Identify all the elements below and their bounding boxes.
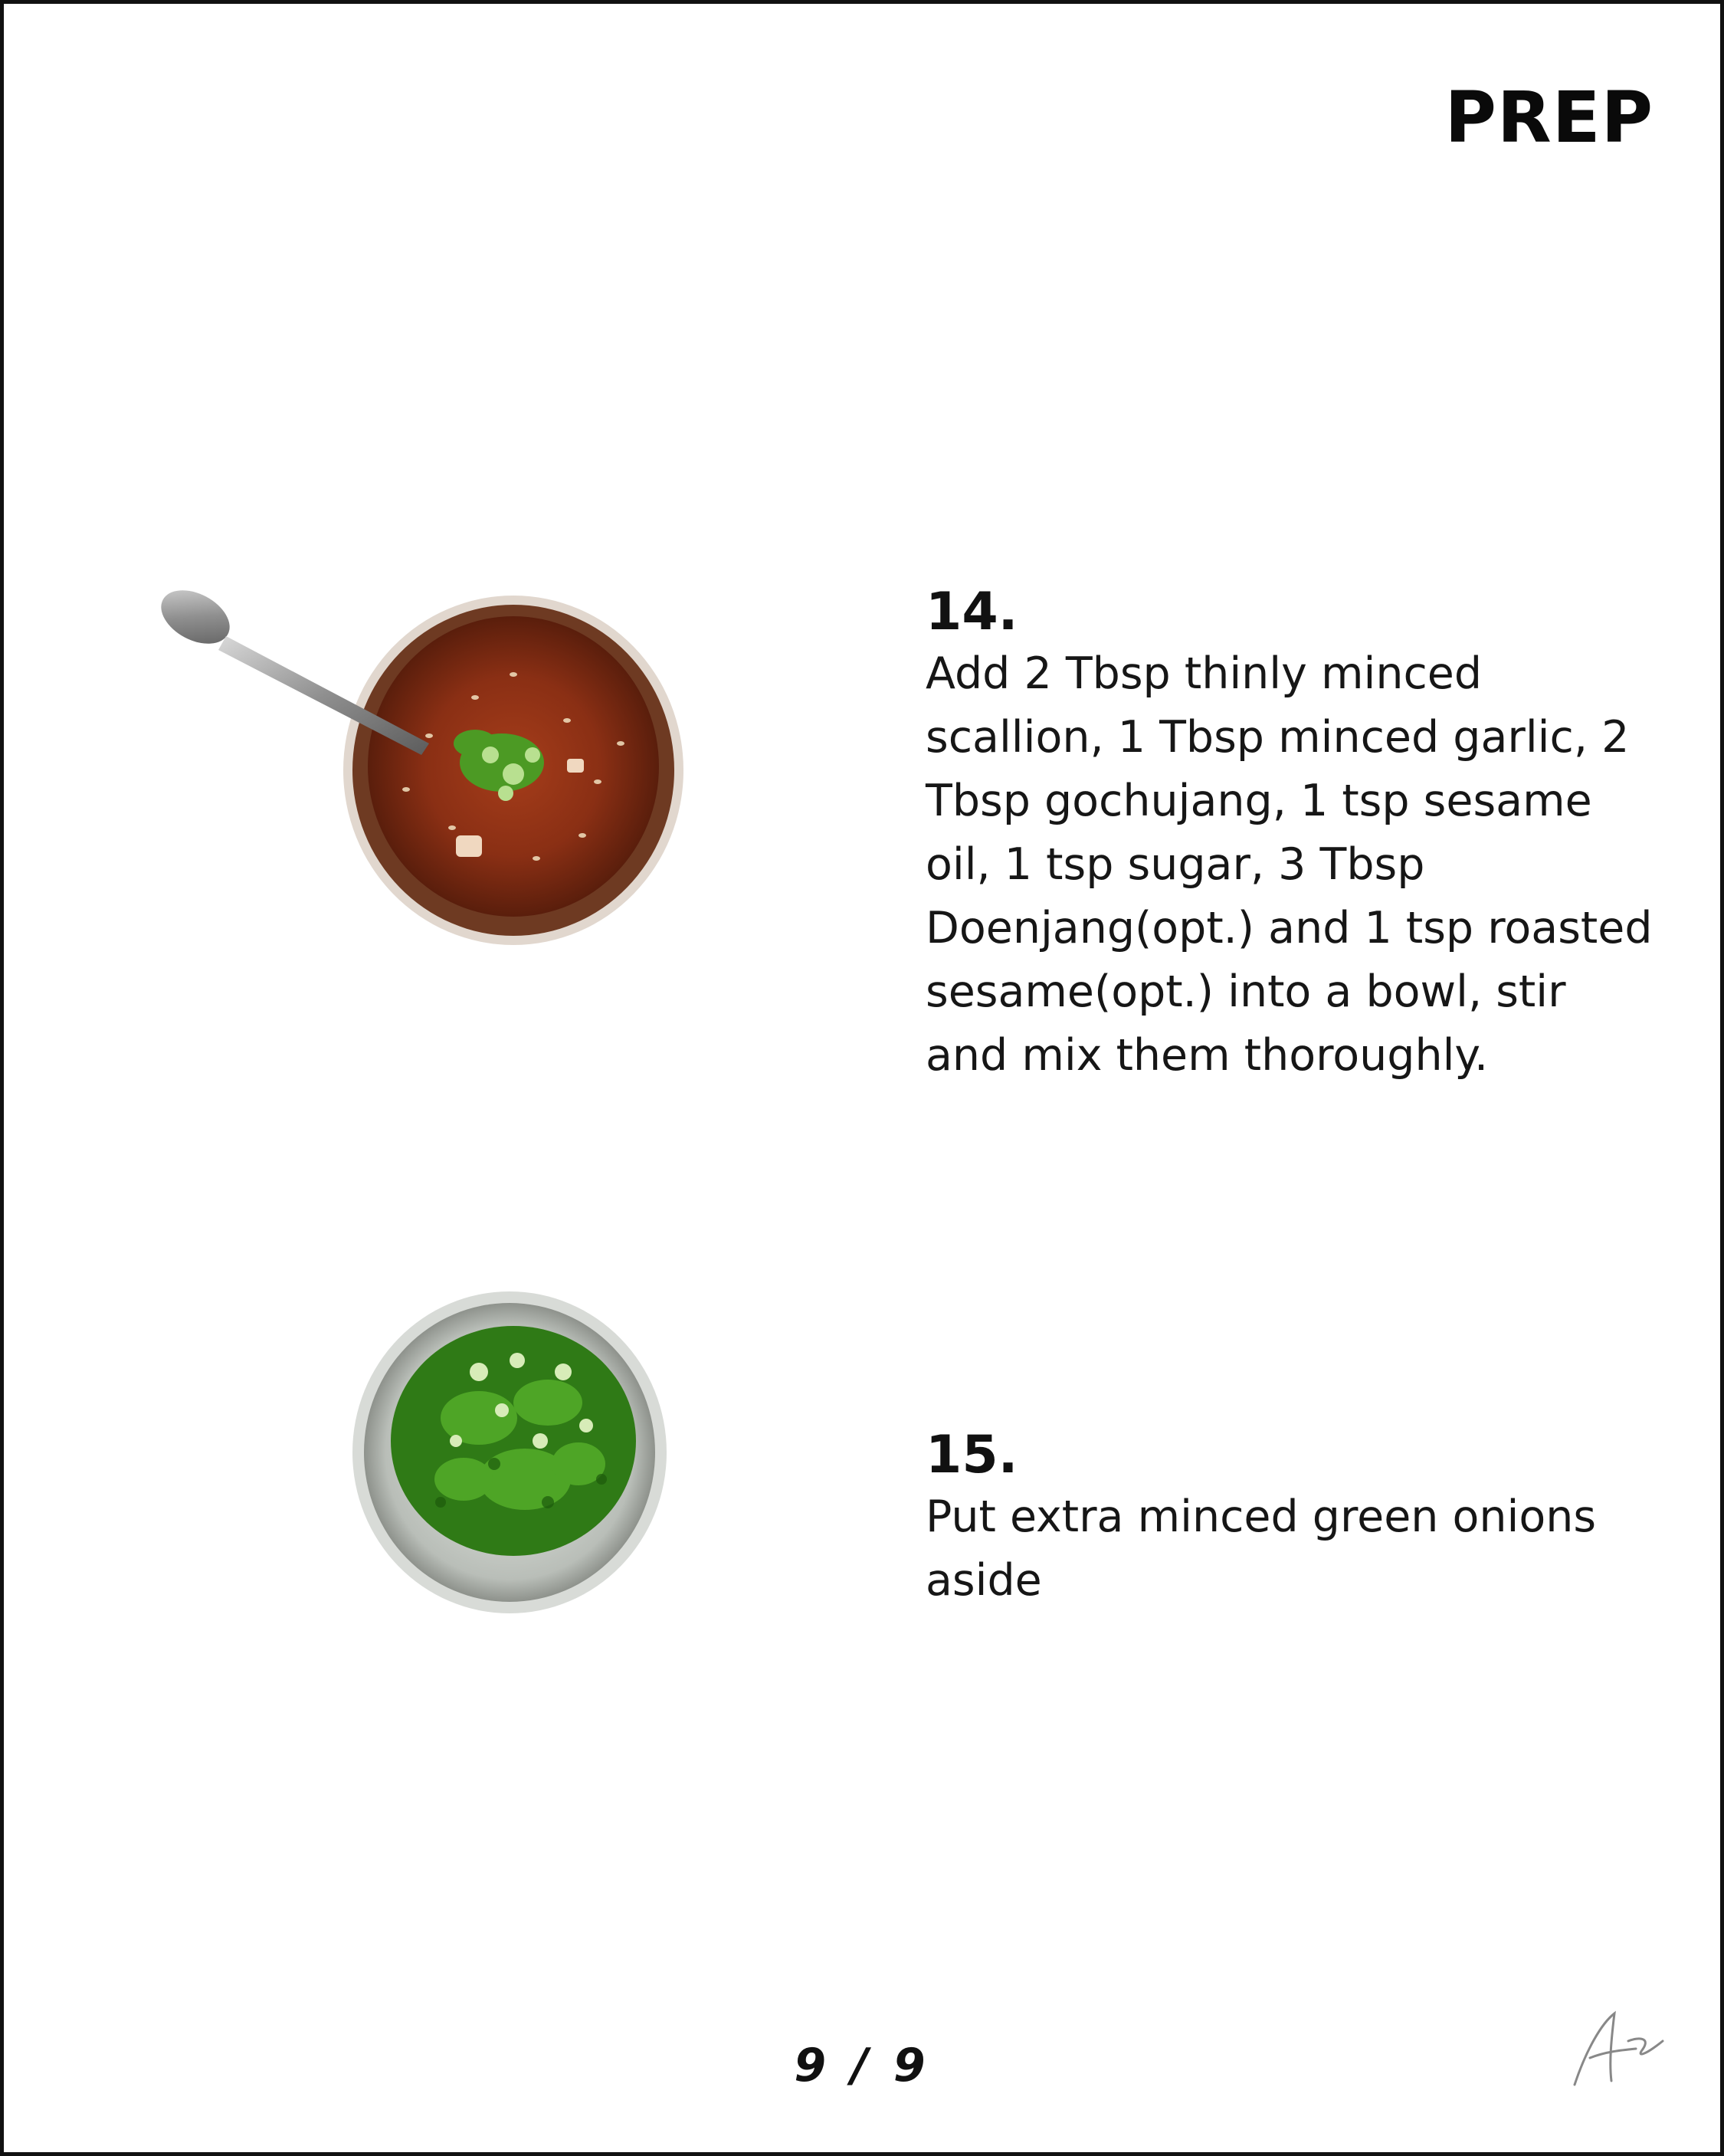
step-instructions: Add 2 Tbsp thinly minced scallion, 1 Tbsp minced garlic, 2 Tbsp gochujang, 1 tsp sesame oil, 1 tsp sugar, 3 Tbsp Doenjang(opt.) and 1 tsp roasted sesame(opt.) into a bowl, stir and mix them thoroughly. [926, 648, 1653, 1081]
step-number: 14. [926, 582, 1018, 642]
page-number: 9 / 9 [794, 2039, 930, 2092]
step-14 [926, 582, 1661, 1088]
signature-icon [1567, 2004, 1674, 2096]
sauce-jar-photo [153, 582, 705, 966]
step-number: 15. [926, 1425, 1018, 1485]
section-title: PREP [1444, 77, 1654, 159]
step-15 [926, 1426, 1661, 1613]
step-instructions: Put extra minced green onions aside [926, 1491, 1597, 1606]
green-onion-bowl-photo [349, 1288, 670, 1617]
